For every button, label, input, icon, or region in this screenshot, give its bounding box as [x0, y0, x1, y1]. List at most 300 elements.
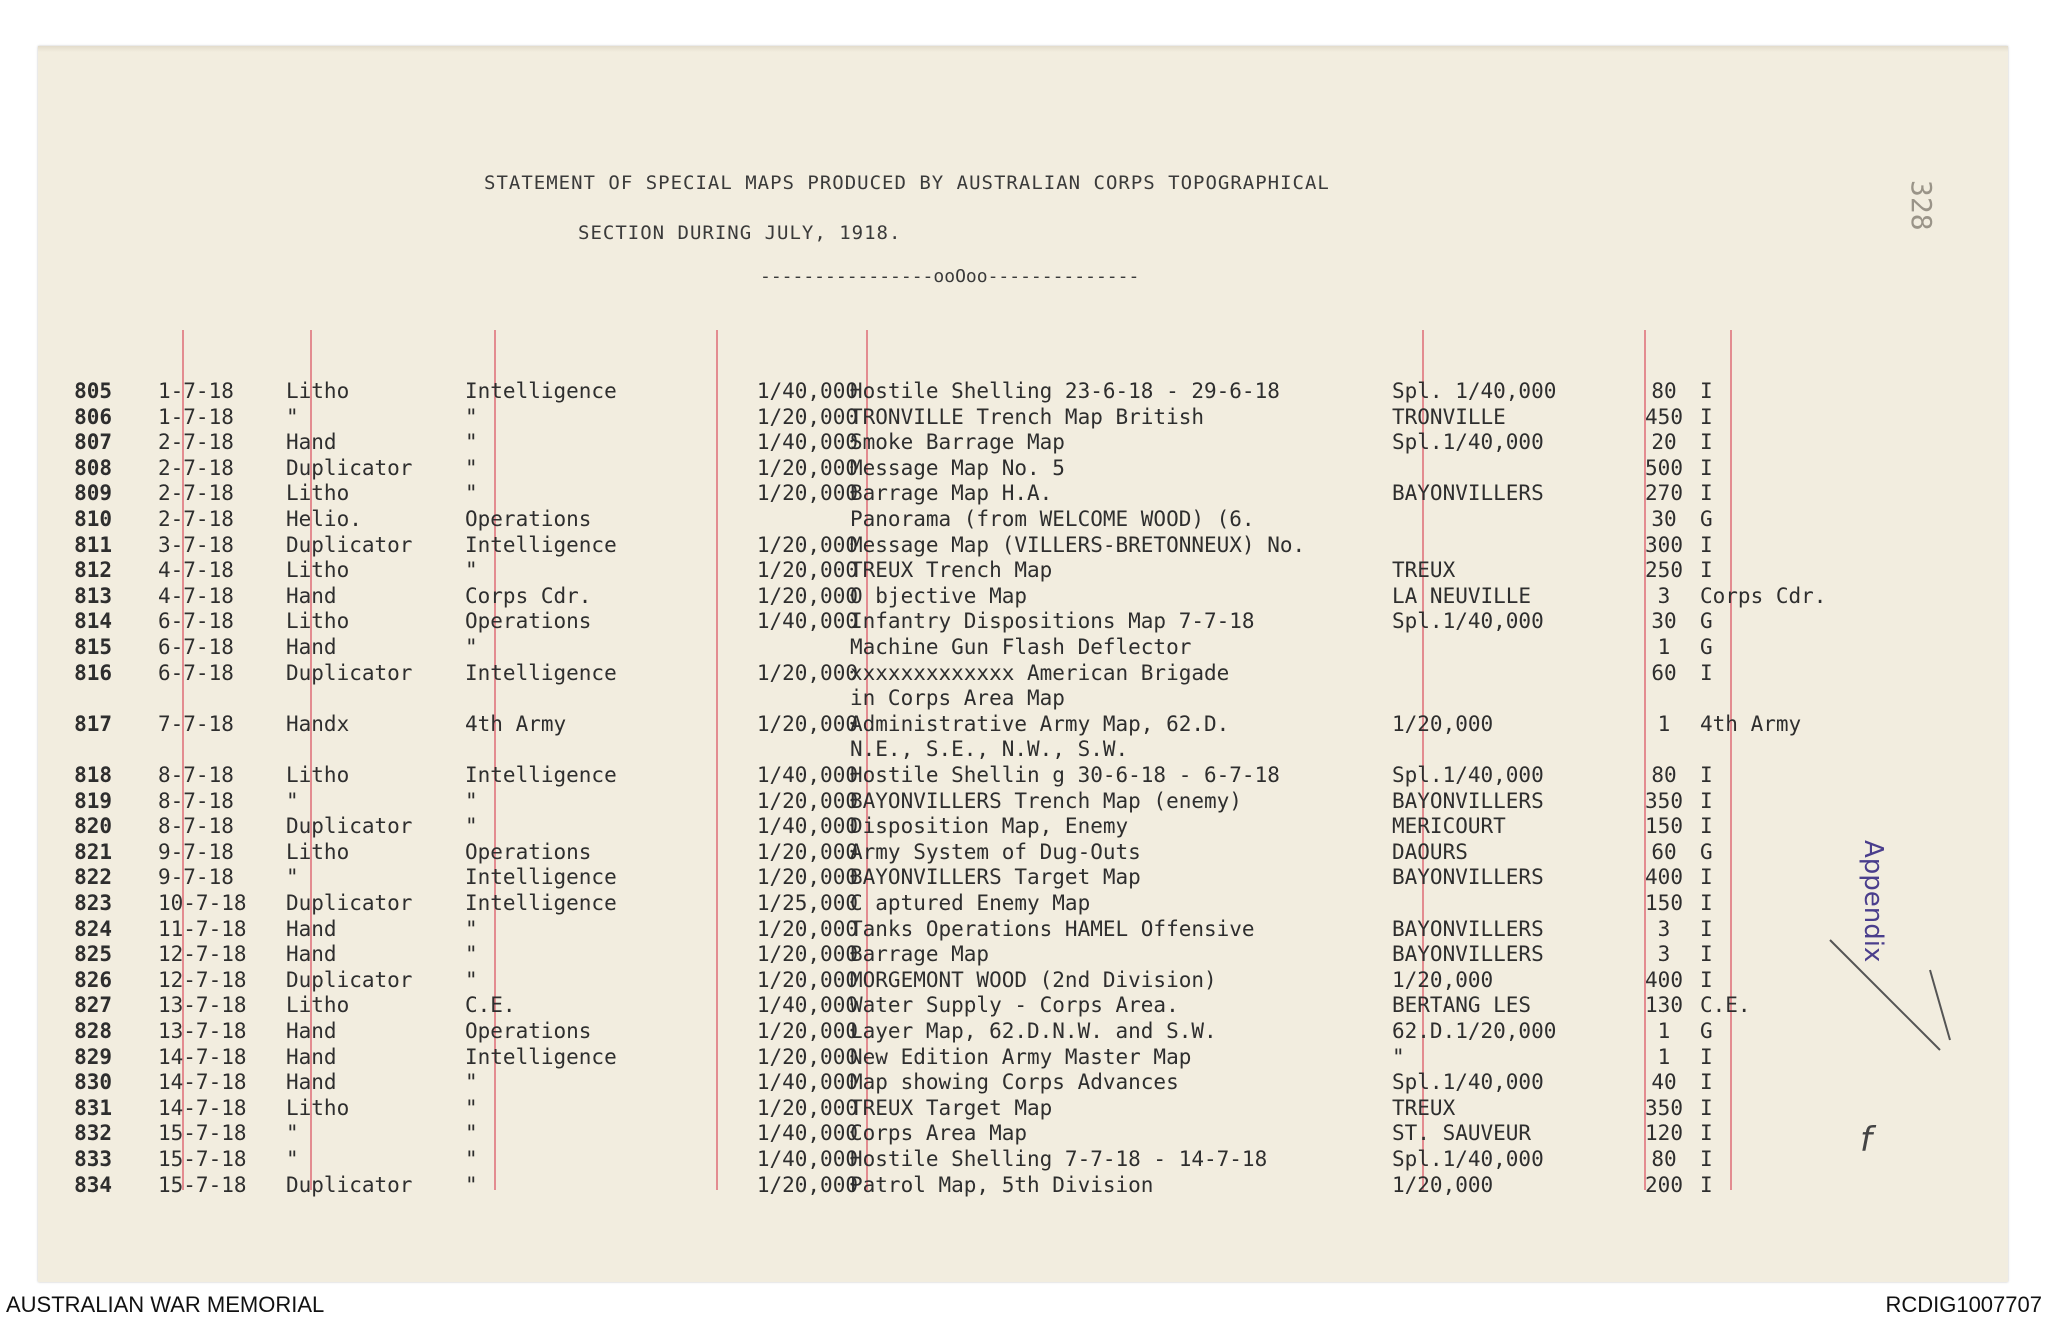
- cell-copies: 400: [1645, 865, 1683, 890]
- cell-scale: 1/20,000: [756, 788, 858, 813]
- cell-dist: I: [1700, 763, 1713, 787]
- cell-copies: 60: [1651, 660, 1677, 685]
- cell-section: Intelligence: [465, 660, 617, 685]
- cell-copies: 30: [1651, 507, 1677, 531]
- cell-dist: I: [1700, 1172, 1713, 1197]
- table-row: [0, 967, 1970, 993]
- cell-method: Hand: [286, 430, 337, 455]
- cell-copies: 350: [1645, 1095, 1683, 1120]
- cell-dist: I: [1700, 865, 1713, 890]
- cell-method: Hand: [286, 635, 337, 659]
- cell-dist: I: [1700, 379, 1713, 403]
- cell-date: 9-7-18: [158, 839, 234, 864]
- cell-title: Infantry Dispositions Map 7-7-18: [850, 609, 1255, 634]
- cell-section: Corps Cdr.: [465, 583, 592, 608]
- cell-section: ": [465, 967, 478, 992]
- cell-section: C.E.: [465, 993, 516, 1018]
- cell-copies: 80: [1651, 1147, 1677, 1171]
- cell-no: 826: [74, 967, 112, 992]
- cell-section: Intelligence: [465, 379, 617, 403]
- cell-date: 8-7-18: [158, 763, 234, 787]
- cell-scale: 1/20,000: [756, 1095, 858, 1120]
- cell-no: 823: [74, 891, 112, 915]
- cell-section: Intelligence: [465, 865, 617, 890]
- cell-dist: G: [1700, 1019, 1713, 1043]
- cell-section: ": [465, 1147, 478, 1171]
- cell-no: 820: [74, 814, 112, 839]
- cell-no: 813: [74, 583, 112, 608]
- cell-scale: 1/20,000: [756, 711, 858, 736]
- pencil-mark: [1820, 930, 1960, 1070]
- cell-title: in Corps Area Map: [850, 686, 1065, 711]
- cell-sheet: TREUX: [1392, 1095, 1456, 1120]
- cell-date: 7-7-18: [158, 711, 234, 736]
- cell-title: Army System of Dug-Outs: [850, 839, 1141, 864]
- cell-no: 805: [74, 379, 112, 403]
- cell-copies: 40: [1651, 1070, 1677, 1095]
- cell-date: 12-7-18: [158, 942, 247, 967]
- paper-edge: [38, 46, 2008, 52]
- cell-scale: 1/20,000: [756, 532, 858, 557]
- cell-dist: 4th Army: [1700, 711, 1802, 736]
- cell-sheet: 1/20,000: [1392, 1172, 1494, 1197]
- cell-date: 11-7-18: [158, 916, 247, 941]
- cell-method: Litho: [286, 1095, 350, 1120]
- cell-copies: 80: [1651, 379, 1677, 403]
- cell-copies: 80: [1651, 763, 1677, 787]
- cell-section: Operations: [465, 609, 592, 634]
- cell-section: Operations: [465, 839, 592, 864]
- cell-date: 14-7-18: [158, 1070, 247, 1095]
- cell-dist: I: [1700, 1070, 1713, 1095]
- cell-date: 6-7-18: [158, 609, 234, 634]
- cell-title: New Edition Army Master Map: [850, 1044, 1192, 1069]
- cell-method: ": [286, 788, 299, 813]
- cell-title: BAYONVILLERS Trench Map (enemy): [850, 788, 1242, 813]
- cell-title: Hostile Shelling 7-7-18 - 14-7-18: [850, 1147, 1268, 1171]
- cell-no: 810: [74, 507, 112, 531]
- cell-copies: 60: [1651, 839, 1677, 864]
- cell-title: Tanks Operations HAMEL Offensive: [850, 916, 1255, 941]
- cell-section: Operations: [465, 1019, 592, 1043]
- cell-section: ": [465, 1121, 478, 1146]
- cell-date: 14-7-18: [158, 1095, 247, 1120]
- table-row: [0, 788, 1970, 814]
- table-row: [0, 736, 1970, 762]
- cell-no: 833: [74, 1147, 112, 1171]
- cell-method: Hand: [286, 1019, 337, 1043]
- cell-title: O bjective Map: [850, 583, 1028, 608]
- cell-dist: I: [1700, 1044, 1713, 1069]
- table-row: [0, 532, 1970, 558]
- cell-scale: 1/40,000: [756, 1147, 858, 1171]
- table-row: [0, 711, 1970, 737]
- cell-sheet: ST. SAUVEUR: [1392, 1121, 1532, 1146]
- cell-section: ": [465, 1070, 478, 1095]
- cell-section: Intelligence: [465, 891, 617, 915]
- cell-section: ": [465, 814, 478, 839]
- cell-date: 15-7-18: [158, 1121, 247, 1146]
- cell-no: 807: [74, 430, 112, 455]
- cell-method: ": [286, 865, 299, 890]
- cell-scale: 1/20,000: [756, 1172, 858, 1197]
- cell-title: C aptured Enemy Map: [850, 891, 1091, 915]
- cell-scale: 1/40,000: [756, 609, 858, 634]
- cell-dist: I: [1700, 660, 1713, 685]
- cell-no: 809: [74, 481, 112, 506]
- table-row: [0, 660, 1970, 686]
- cell-sheet: 62.D.1/20,000: [1392, 1019, 1557, 1043]
- cell-method: Litho: [286, 993, 350, 1018]
- cell-method: Hand: [286, 916, 337, 941]
- cell-no: 824: [74, 916, 112, 941]
- cell-date: 3-7-18: [158, 532, 234, 557]
- table-row: [0, 634, 1970, 660]
- cell-dist: I: [1700, 532, 1713, 557]
- cell-copies: 400: [1645, 967, 1683, 992]
- cell-copies: 200: [1645, 1172, 1683, 1197]
- cell-date: 4-7-18: [158, 558, 234, 583]
- cell-scale: 1/25,000: [756, 891, 858, 915]
- cell-sheet: BERTANG LES: [1392, 993, 1532, 1018]
- cell-no: 816: [74, 660, 112, 685]
- cell-dist: I: [1700, 891, 1713, 915]
- cell-method: Hand: [286, 942, 337, 967]
- cell-dist: G: [1700, 609, 1713, 634]
- cell-sheet: Spl. 1/40,000: [1392, 379, 1557, 403]
- cell-section: Operations: [465, 507, 592, 531]
- cell-dist: I: [1700, 1095, 1713, 1120]
- cell-date: 10-7-18: [158, 891, 247, 915]
- footer-right: RCDIG1007707: [1885, 1292, 2042, 1317]
- table-row: [0, 583, 1970, 609]
- cell-copies: 500: [1645, 455, 1683, 480]
- cell-sheet: BAYONVILLERS: [1392, 916, 1544, 941]
- cell-title: Barrage Map H.A.: [850, 481, 1053, 506]
- table-row: [0, 762, 1970, 788]
- page-number: 328: [1905, 180, 1938, 231]
- cell-title: Message Map (VILLERS-BRETONNEUX) No.: [850, 532, 1306, 557]
- cell-sheet: DAOURS: [1392, 839, 1468, 864]
- cell-dist: I: [1700, 788, 1713, 813]
- cell-date: 6-7-18: [158, 635, 234, 659]
- cell-no: 822: [74, 865, 112, 890]
- cell-date: 8-7-18: [158, 788, 234, 813]
- table-row: [0, 404, 1970, 430]
- cell-title: Hostile Shellin g 30-6-18 - 6-7-18: [850, 763, 1280, 787]
- cell-no: 815: [74, 635, 112, 659]
- cell-dist: I: [1700, 1121, 1713, 1146]
- cell-scale: 1/40,000: [756, 763, 858, 787]
- cell-title: Administrative Army Map, 62.D.: [850, 711, 1230, 736]
- cell-dist: I: [1700, 558, 1713, 583]
- cell-date: 1-7-18: [158, 404, 234, 429]
- cell-no: 806: [74, 404, 112, 429]
- cell-method: Duplicator: [286, 660, 413, 685]
- cell-no: 829: [74, 1044, 112, 1069]
- table-row: [0, 506, 1970, 532]
- cell-no: 834: [74, 1172, 112, 1197]
- cell-date: 1-7-18: [158, 379, 234, 403]
- cell-copies: 20: [1651, 430, 1677, 455]
- cell-copies: 130: [1645, 993, 1683, 1018]
- cell-dist: C.E.: [1700, 993, 1751, 1018]
- cell-section: ": [465, 558, 478, 583]
- cell-no: 827: [74, 993, 112, 1018]
- cell-copies: 3: [1657, 583, 1671, 608]
- cell-no: 832: [74, 1121, 112, 1146]
- cell-sheet: BAYONVILLERS: [1392, 788, 1544, 813]
- cell-date: 8-7-18: [158, 814, 234, 839]
- cell-section: ": [465, 942, 478, 967]
- cell-date: 13-7-18: [158, 993, 247, 1018]
- cell-copies: 3: [1657, 916, 1671, 941]
- cell-method: ": [286, 1147, 299, 1171]
- table-row: [0, 1120, 1970, 1146]
- cell-title: TREUX Trench Map: [850, 558, 1053, 583]
- cell-section: ": [465, 635, 478, 659]
- cell-copies: 150: [1645, 814, 1683, 839]
- cell-method: Litho: [286, 839, 350, 864]
- cell-copies: 270: [1645, 481, 1683, 506]
- cell-no: 818: [74, 763, 112, 787]
- cell-scale: 1/20,000: [756, 558, 858, 583]
- cell-date: 2-7-18: [158, 455, 234, 480]
- cell-dist: I: [1700, 942, 1713, 967]
- cell-sheet: 1/20,000: [1392, 711, 1494, 736]
- cell-title: MORGEMONT WOOD (2nd Division): [850, 967, 1217, 992]
- cell-dist: I: [1700, 455, 1713, 480]
- cell-scale: 1/40,000: [756, 1121, 858, 1146]
- cell-scale: 1/20,000: [756, 1019, 858, 1043]
- cell-method: Duplicator: [286, 814, 413, 839]
- table-row: [0, 890, 1970, 916]
- cell-sheet: MERICOURT: [1392, 814, 1506, 839]
- cell-title: Barrage Map: [850, 942, 990, 967]
- cell-dist: I: [1700, 967, 1713, 992]
- cell-method: Litho: [286, 558, 350, 583]
- cell-sheet: LA NEUVILLE: [1392, 583, 1532, 608]
- cell-sheet: BAYONVILLERS: [1392, 942, 1544, 967]
- cell-dist: I: [1700, 481, 1713, 506]
- cell-no: 817: [74, 711, 112, 736]
- cell-scale: 1/20,000: [756, 481, 858, 506]
- cell-method: Litho: [286, 763, 350, 787]
- cell-scale: 1/20,000: [756, 455, 858, 480]
- cell-method: Duplicator: [286, 891, 413, 915]
- cell-method: Hand: [286, 583, 337, 608]
- table-row: [0, 1095, 1970, 1121]
- cell-sheet: Spl.1/40,000: [1392, 430, 1544, 455]
- cell-sheet: 1/20,000: [1392, 967, 1494, 992]
- cell-method: Duplicator: [286, 532, 413, 557]
- cell-scale: 1/20,000: [756, 404, 858, 429]
- cell-method: ": [286, 1121, 299, 1146]
- cell-scale: 1/40,000: [756, 379, 858, 403]
- cell-copies: 1: [1657, 711, 1671, 736]
- cell-scale: 1/20,000: [756, 839, 858, 864]
- cell-title: Machine Gun Flash Deflector: [850, 635, 1192, 659]
- cell-dist: I: [1700, 430, 1713, 455]
- table-row: [0, 941, 1970, 967]
- cell-title: Smoke Barrage Map: [850, 430, 1065, 455]
- cell-copies: 3: [1657, 942, 1671, 967]
- table-row: [0, 1069, 1970, 1095]
- cell-date: 4-7-18: [158, 583, 234, 608]
- table-row: [0, 916, 1970, 942]
- cell-sheet: Spl.1/40,000: [1392, 763, 1544, 787]
- cell-date: 6-7-18: [158, 660, 234, 685]
- cell-scale: 1/20,000: [756, 942, 858, 967]
- table-row: [0, 455, 1970, 481]
- cell-no: 821: [74, 839, 112, 864]
- cell-no: 828: [74, 1019, 112, 1043]
- table-row: [0, 864, 1970, 890]
- cell-dist: G: [1700, 507, 1713, 531]
- cell-title: Message Map No. 5: [850, 455, 1065, 480]
- cell-dist: I: [1700, 916, 1713, 941]
- title-divider: ----------------ooOoo--------------: [760, 266, 1140, 287]
- cell-date: 12-7-18: [158, 967, 247, 992]
- cell-section: ": [465, 788, 478, 813]
- cell-copies: 450: [1645, 404, 1683, 429]
- cell-section: ": [465, 404, 478, 429]
- document-title-line1: STATEMENT OF SPECIAL MAPS PRODUCED BY AUSTRALIAN CORPS TOPOGRAPHICAL: [484, 172, 1330, 194]
- cell-method: Duplicator: [286, 967, 413, 992]
- cell-date: 2-7-18: [158, 507, 234, 531]
- cell-section: Intelligence: [465, 532, 617, 557]
- cell-no: 808: [74, 455, 112, 480]
- cell-section: ": [465, 481, 478, 506]
- table-row: [0, 1044, 1970, 1070]
- cell-date: 15-7-18: [158, 1172, 247, 1197]
- cell-copies: 250: [1645, 558, 1683, 583]
- table-row: [0, 557, 1970, 583]
- cell-section: ": [465, 455, 478, 480]
- cell-title: Hostile Shelling 23-6-18 - 29-6-18: [850, 379, 1280, 403]
- cell-scale: 1/20,000: [756, 660, 858, 685]
- table-row: [0, 608, 1970, 634]
- cell-section: ": [465, 1095, 478, 1120]
- cell-method: Litho: [286, 481, 350, 506]
- cell-no: 825: [74, 942, 112, 967]
- cell-method: Hand: [286, 1044, 337, 1069]
- cell-dist: Corps Cdr.: [1700, 583, 1827, 608]
- cell-title: TREUX Target Map: [850, 1095, 1053, 1120]
- cell-date: 14-7-18: [158, 1044, 247, 1069]
- table-row: [0, 813, 1970, 839]
- cell-date: 2-7-18: [158, 430, 234, 455]
- cell-title: N.E., S.E., N.W., S.W.: [850, 737, 1129, 762]
- cell-no: 812: [74, 558, 112, 583]
- cell-section: 4th Army: [465, 711, 567, 736]
- cell-scale: 1/20,000: [756, 865, 858, 890]
- table-row: [0, 1172, 1970, 1198]
- cell-title: TRONVILLE Trench Map British: [850, 404, 1205, 429]
- cell-scale: 1/40,000: [756, 814, 858, 839]
- cell-no: 811: [74, 532, 112, 557]
- document-title-line2: SECTION DURING JULY, 1918.: [578, 222, 902, 244]
- cell-section: Intelligence: [465, 1044, 617, 1069]
- cell-title: Layer Map, 62.D.N.W. and S.W.: [850, 1019, 1217, 1043]
- cell-sheet: BAYONVILLERS: [1392, 865, 1544, 890]
- cell-dist: G: [1700, 635, 1713, 659]
- appendix-annotation: Appendix: [1858, 840, 1888, 963]
- cell-sheet: Spl.1/40,000: [1392, 1147, 1544, 1171]
- cell-dist: G: [1700, 839, 1713, 864]
- cell-title: Panorama (from WELCOME WOOD) (6.: [850, 507, 1255, 531]
- footer-left: AUSTRALIAN WAR MEMORIAL: [6, 1292, 325, 1317]
- cell-sheet: TREUX: [1392, 558, 1456, 583]
- cell-method: ": [286, 404, 299, 429]
- cell-copies: 1: [1657, 635, 1671, 659]
- cell-scale: 1/20,000: [756, 583, 858, 608]
- cell-dist: I: [1700, 404, 1713, 429]
- cell-title: BAYONVILLERS Target Map: [850, 865, 1141, 890]
- cell-date: 13-7-18: [158, 1019, 247, 1043]
- cell-scale: 1/40,000: [756, 993, 858, 1018]
- cell-scale: 1/20,000: [756, 916, 858, 941]
- cell-method: Litho: [286, 609, 350, 634]
- cell-copies: 300: [1645, 532, 1683, 557]
- cell-sheet: BAYONVILLERS: [1392, 481, 1544, 506]
- cell-copies: 120: [1645, 1121, 1683, 1146]
- cell-no: 831: [74, 1095, 112, 1120]
- cell-dist: I: [1700, 814, 1713, 839]
- cell-date: 9-7-18: [158, 865, 234, 890]
- table-row: [0, 1146, 1970, 1172]
- table-row: [0, 839, 1970, 865]
- table-row: [0, 429, 1970, 455]
- cell-method: Handx: [286, 711, 350, 736]
- cell-title: Patrol Map, 5th Division: [850, 1172, 1154, 1197]
- cell-method: Helio.: [286, 507, 362, 531]
- cell-scale: 1/20,000: [756, 1044, 858, 1069]
- pencil-letter: f: [1860, 1120, 1872, 1160]
- cell-title: Water Supply - Corps Area.: [850, 993, 1179, 1018]
- table-row: [0, 1018, 1970, 1044]
- cell-sheet: Spl.1/40,000: [1392, 609, 1544, 634]
- table-row: [0, 480, 1970, 506]
- cell-scale: 1/40,000: [756, 430, 858, 455]
- cell-scale: 1/40,000: [756, 1070, 858, 1095]
- cell-title: Disposition Map, Enemy: [850, 814, 1129, 839]
- cell-no: 814: [74, 609, 112, 634]
- cell-title: Map showing Corps Advances: [850, 1070, 1179, 1095]
- cell-copies: 1: [1657, 1044, 1671, 1069]
- cell-date: 2-7-18: [158, 481, 234, 506]
- table-row: [0, 992, 1970, 1018]
- cell-scale: 1/20,000: [756, 967, 858, 992]
- cell-title: Corps Area Map: [850, 1121, 1028, 1146]
- cell-copies: 150: [1645, 891, 1683, 915]
- cell-section: ": [465, 430, 478, 455]
- cell-sheet: TRONVILLE: [1392, 404, 1506, 429]
- cell-copies: 30: [1651, 609, 1677, 634]
- cell-method: Duplicator: [286, 1172, 413, 1197]
- cell-copies: 1: [1657, 1019, 1671, 1043]
- cell-section: ": [465, 916, 478, 941]
- cell-method: Duplicator: [286, 455, 413, 480]
- cell-sheet: Spl.1/40,000: [1392, 1070, 1544, 1095]
- table-row: [0, 378, 1970, 404]
- cell-copies: 350: [1645, 788, 1683, 813]
- cell-method: Litho: [286, 379, 350, 403]
- cell-no: 830: [74, 1070, 112, 1095]
- table-row: [0, 685, 1970, 711]
- cell-no: 819: [74, 788, 112, 813]
- cell-dist: I: [1700, 1147, 1713, 1171]
